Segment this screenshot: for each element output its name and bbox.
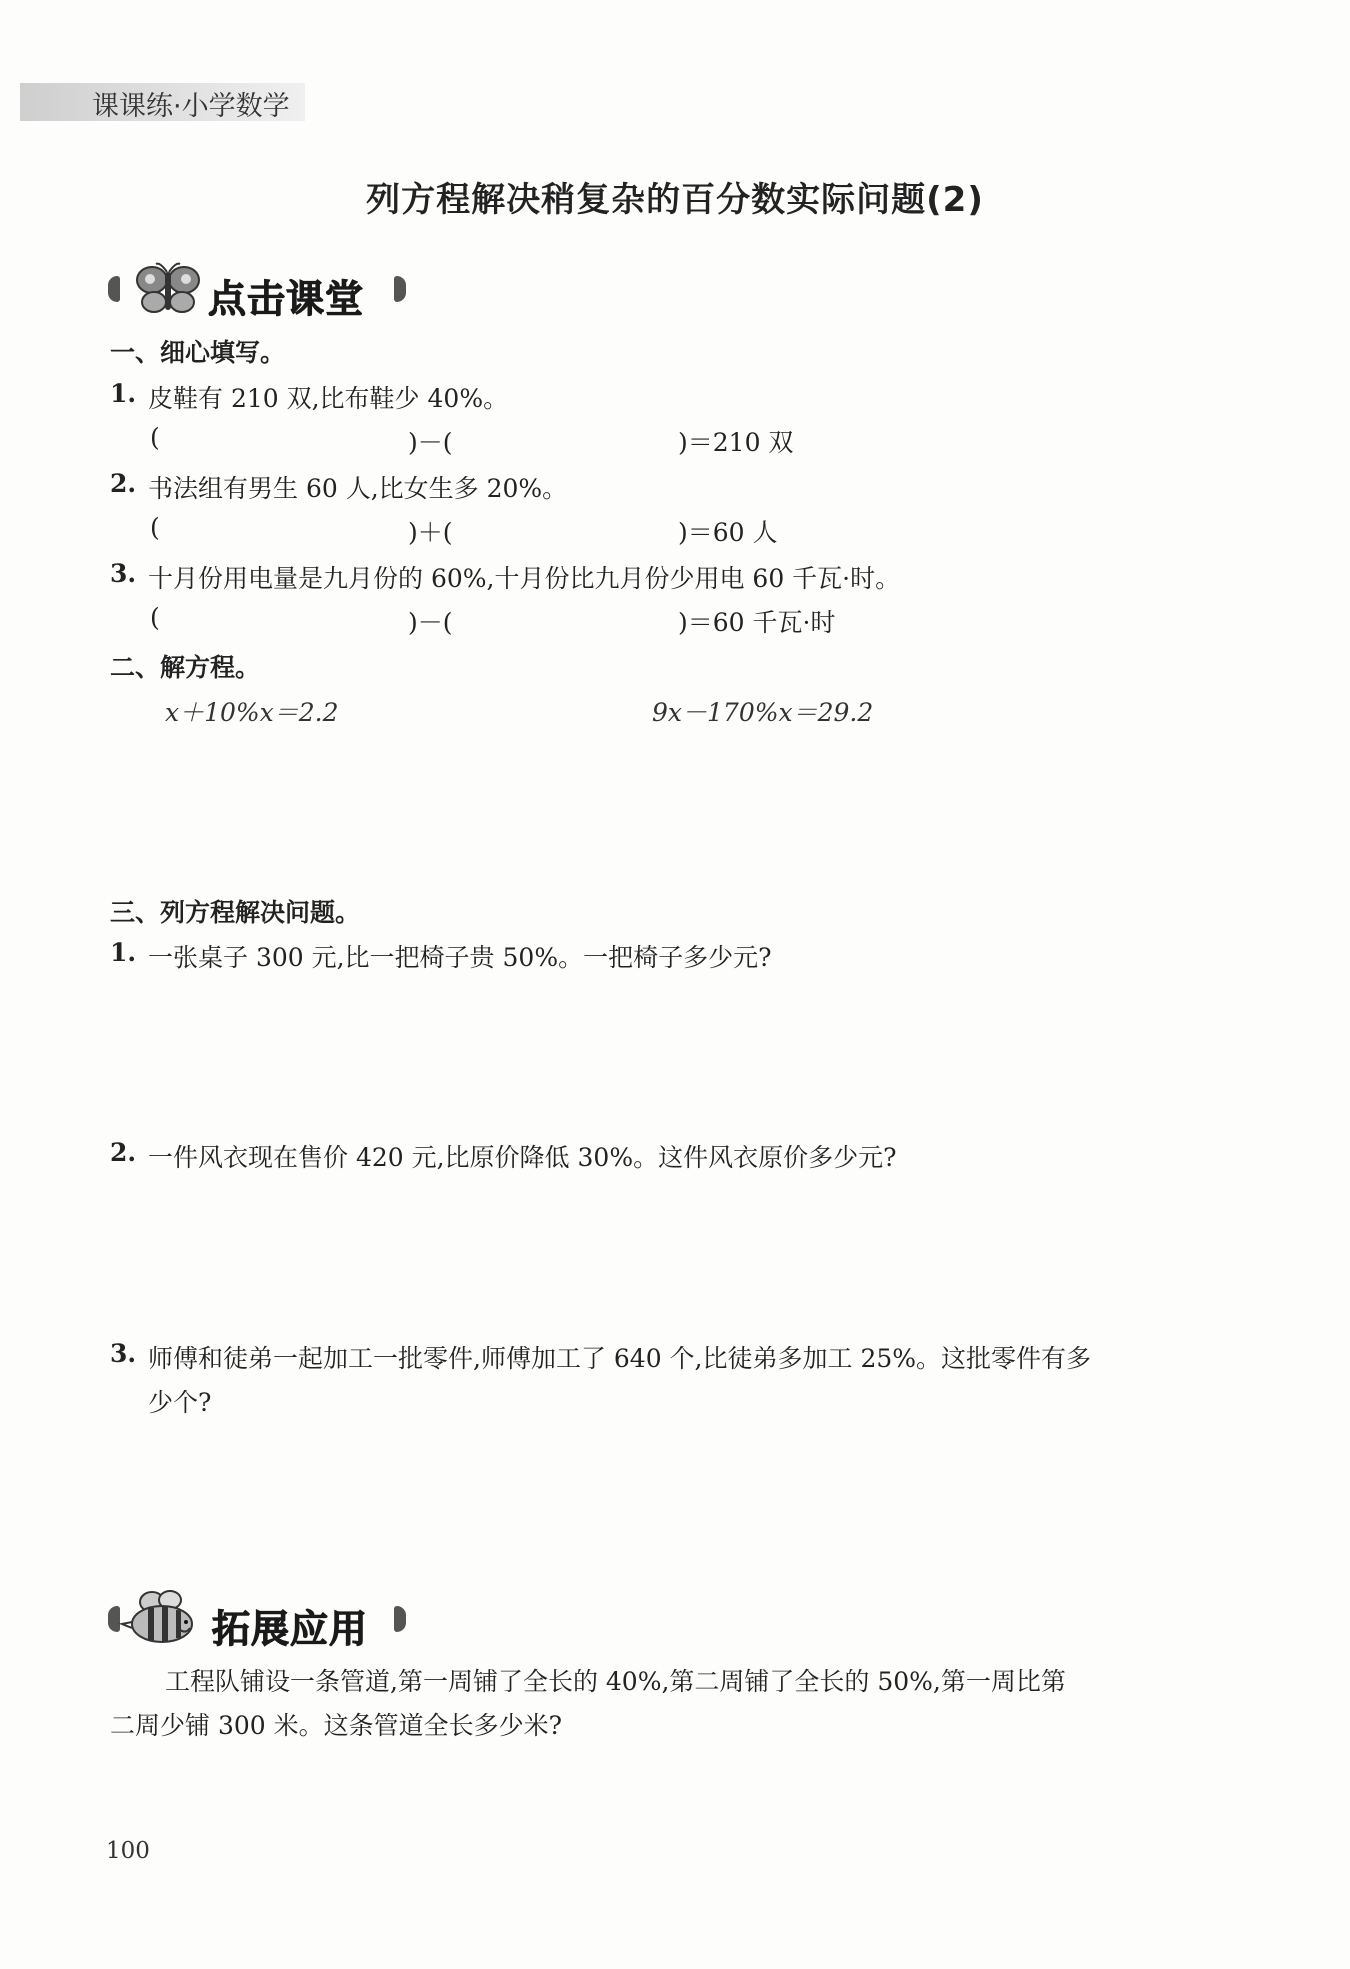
banner-label: 点击课堂 (208, 277, 365, 321)
question-text: 皮鞋有 210 双,比布鞋少 40%。 (148, 384, 509, 413)
banner-right-cap (394, 276, 406, 302)
section-heading-word-problems: 三、列方程解决问题。 (110, 898, 361, 927)
question-number: 2. (110, 469, 137, 498)
question-text: 十月份用电量是九月份的 60%,十月份比九月份少用电 60 千瓦·时。 (148, 564, 901, 593)
extension-text-line-2: 二周少铺 300 米。这条管道全长多少米? (110, 1711, 563, 1740)
blank-result: )＝60 千瓦·时 (678, 608, 836, 637)
question-number: 3. (110, 1339, 137, 1368)
question-text: 一张桌子 300 元,比一把椅子贵 50%。一把椅子多少元? (148, 943, 772, 972)
question-text: 书法组有男生 60 人,比女生多 20%。 (148, 474, 568, 503)
section-heading-equations: 二、解方程。 (110, 653, 261, 682)
section-heading-fill: 一、细心填写。 (110, 338, 286, 367)
blank-open: ( (150, 513, 160, 542)
butterfly-icon (132, 262, 204, 318)
question-number: 2. (110, 1138, 137, 1167)
blank-result: )＝60 人 (678, 518, 778, 547)
series-title: 课课练·小学数学 (92, 91, 290, 122)
bee-icon (118, 1588, 204, 1648)
equation-2: 9x－170%x＝29.2 (652, 698, 874, 727)
page-title: 列方程解决稍复杂的百分数实际问题(2) (366, 180, 984, 220)
banner-right-cap (394, 1606, 406, 1632)
blank-operator: )＋( (408, 518, 453, 547)
question-number: 3. (110, 559, 137, 588)
section-banner-extension (108, 1592, 408, 1651)
question-text: 师傅和徒弟一起加工一批零件,师傅加工了 640 个,比徒弟多加工 25%。这批零件有多 (148, 1344, 1092, 1373)
section-banner-classroom (108, 262, 408, 321)
blank-open: ( (150, 603, 160, 632)
banner-label: 拓展应用 (212, 1607, 369, 1651)
question-number: 1. (110, 379, 137, 408)
blank-operator: )－( (408, 608, 453, 637)
question-text: 一件风衣现在售价 420 元,比原价降低 30%。这件风衣原价多少元? (148, 1143, 897, 1172)
banner-left-cap (108, 276, 120, 302)
equation-1: x＋10%x＝2.2 (165, 698, 339, 727)
question-number: 1. (110, 938, 137, 967)
extension-text-line-1: 工程队铺设一条管道,第一周铺了全长的 40%,第二周铺了全长的 50%,第一周比第 (165, 1667, 1066, 1696)
blank-open: ( (150, 423, 160, 452)
blank-operator: )－( (408, 428, 453, 457)
page-number: 100 (106, 1838, 150, 1864)
blank-result: )＝210 双 (678, 428, 794, 457)
question-text-continued: 少个? (148, 1388, 212, 1417)
